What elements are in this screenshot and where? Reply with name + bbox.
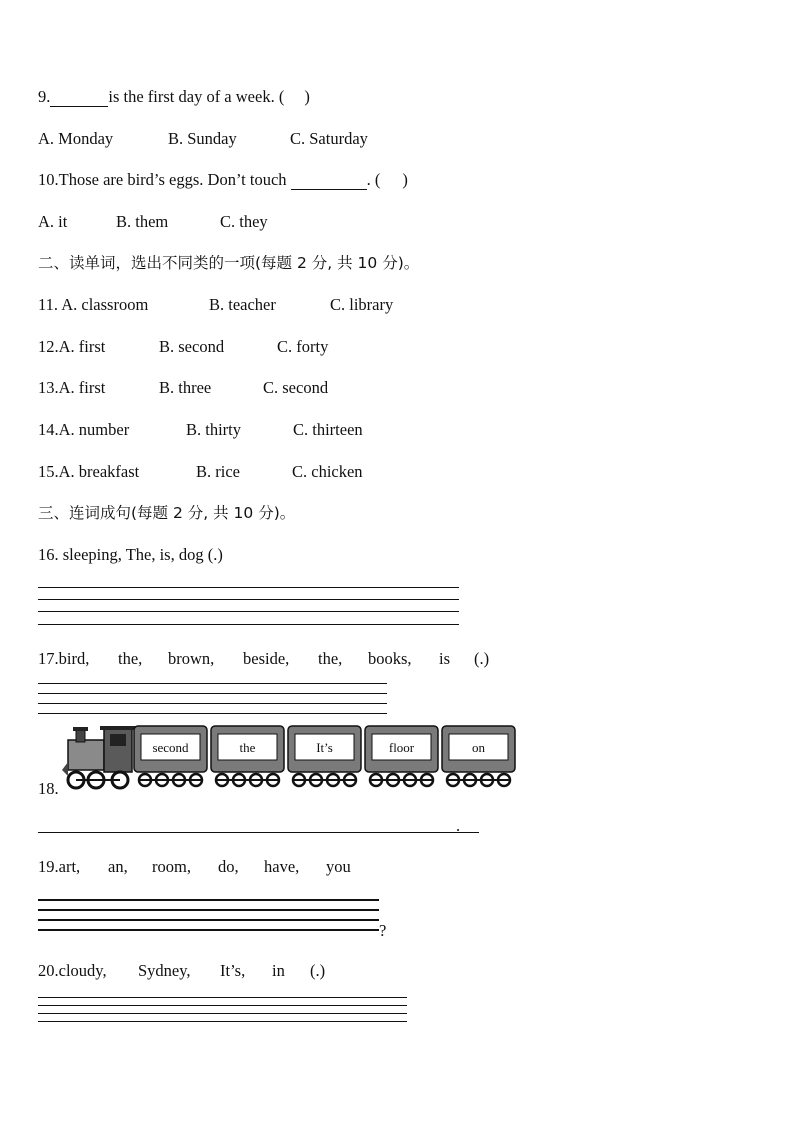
q11-option-c[interactable]: C. library bbox=[330, 295, 394, 314]
q16-answer-line[interactable] bbox=[38, 624, 459, 625]
q19-answer-line[interactable] bbox=[38, 909, 379, 911]
q10-close: ) bbox=[402, 170, 408, 189]
q20-answer-line[interactable] bbox=[38, 997, 407, 998]
q10-option-a[interactable]: A. it bbox=[38, 212, 68, 231]
q19-word: an, bbox=[108, 857, 128, 876]
q20-answer-line[interactable] bbox=[38, 1005, 407, 1006]
q9-number: 9. bbox=[38, 87, 51, 106]
q19-answer-line[interactable] bbox=[38, 929, 379, 931]
train-car bbox=[134, 726, 207, 786]
q9-blank[interactable] bbox=[50, 106, 108, 107]
q11-option-a[interactable]: 11. A. classroom bbox=[38, 295, 149, 314]
q16-answer-line[interactable] bbox=[38, 611, 459, 612]
q12-option-c[interactable]: C. forty bbox=[277, 337, 329, 356]
train-illustration bbox=[60, 724, 520, 792]
q20-word: It’s, bbox=[220, 961, 246, 980]
q18-number: 18. bbox=[38, 779, 59, 798]
q13-option-c[interactable]: C. second bbox=[263, 378, 329, 397]
q12-option-a[interactable]: 12.A. first bbox=[38, 337, 106, 356]
q15-option-c[interactable]: C. chicken bbox=[292, 462, 363, 481]
train-car bbox=[365, 726, 438, 786]
q9-text: is the first day of a week. ( bbox=[108, 87, 285, 106]
q20-word: 20.cloudy, bbox=[38, 961, 107, 980]
q18-period: . bbox=[456, 816, 461, 835]
q19-answer-line[interactable] bbox=[38, 919, 379, 921]
q19-question-mark: ? bbox=[379, 921, 387, 940]
q9-option-a[interactable]: A. Monday bbox=[38, 129, 114, 148]
train-car-word: on bbox=[472, 740, 485, 755]
train-car bbox=[442, 726, 515, 786]
train-car-word: second bbox=[152, 740, 189, 755]
train-car-word: floor bbox=[388, 740, 415, 755]
train-car-word: It’s bbox=[316, 740, 333, 755]
q15-option-a[interactable]: 15.A. breakfast bbox=[38, 462, 140, 481]
q19-word: room, bbox=[152, 857, 191, 876]
train-car bbox=[211, 726, 284, 786]
q19-word: do, bbox=[218, 857, 239, 876]
q20-word: (.) bbox=[310, 961, 326, 980]
q20-word: Sydney, bbox=[138, 961, 191, 980]
q10-blank[interactable] bbox=[291, 189, 367, 190]
q13-option-b[interactable]: B. three bbox=[159, 378, 212, 397]
q19-word: 19.art, bbox=[38, 857, 81, 876]
q9-close: ) bbox=[304, 87, 310, 106]
q10-option-c[interactable]: C. they bbox=[220, 212, 268, 231]
q17-answer-line[interactable] bbox=[38, 693, 387, 694]
q11-option-b[interactable]: B. teacher bbox=[209, 295, 276, 314]
q17-word: the, bbox=[118, 649, 143, 668]
q17-answer-line[interactable] bbox=[38, 713, 387, 714]
q19-word: you bbox=[326, 857, 351, 876]
q17-word: 17.bird, bbox=[38, 649, 90, 668]
q17-word: brown, bbox=[168, 649, 215, 668]
q20-answer-line[interactable] bbox=[38, 1013, 407, 1014]
q14-option-a[interactable]: 14.A. number bbox=[38, 420, 130, 439]
q17-word: beside, bbox=[243, 649, 290, 668]
q10-option-b[interactable]: B. them bbox=[116, 212, 169, 231]
q18-answer-line[interactable] bbox=[38, 832, 479, 833]
q10-paren: . ( bbox=[366, 170, 381, 189]
section-3-heading: 三、连词成句(每题 2 分, 共 10 分)。 bbox=[38, 504, 296, 522]
q17-word: is bbox=[439, 649, 451, 668]
q14-option-c[interactable]: C. thirteen bbox=[293, 420, 363, 439]
q17-word: (.) bbox=[474, 649, 490, 668]
q9-option-c[interactable]: C. Saturday bbox=[290, 129, 368, 148]
q19-answer-line[interactable] bbox=[38, 899, 379, 901]
question-9 bbox=[38, 87, 310, 107]
q15-option-b[interactable]: B. rice bbox=[196, 462, 240, 481]
train-car bbox=[288, 726, 361, 786]
q12-option-b[interactable]: B. second bbox=[159, 337, 225, 356]
q17-word: books, bbox=[368, 649, 412, 668]
train-car-word: the bbox=[239, 740, 256, 755]
q16-answer-line[interactable] bbox=[38, 587, 459, 588]
q20-answer-line[interactable] bbox=[38, 1021, 407, 1022]
section-2-heading: 二、读单词，选出不同类的一项(每题 2 分, 共 10 分)。 bbox=[38, 254, 420, 272]
question-10 bbox=[38, 170, 408, 190]
q17-answer-line[interactable] bbox=[38, 703, 387, 704]
q19-word: have, bbox=[264, 857, 300, 876]
q20-word: in bbox=[272, 961, 285, 980]
q10-text: 10.Those are bird’s eggs. Don’t touch bbox=[38, 170, 287, 189]
q17-answer-line[interactable] bbox=[38, 683, 387, 684]
question-16: 16. sleeping, The, is, dog (.) bbox=[38, 545, 223, 564]
q16-answer-line[interactable] bbox=[38, 599, 459, 600]
q13-option-a[interactable]: 13.A. first bbox=[38, 378, 106, 397]
q14-option-b[interactable]: B. thirty bbox=[186, 420, 242, 439]
q9-option-b[interactable]: B. Sunday bbox=[168, 129, 237, 148]
locomotive-icon bbox=[62, 726, 136, 788]
q17-word: the, bbox=[318, 649, 343, 668]
